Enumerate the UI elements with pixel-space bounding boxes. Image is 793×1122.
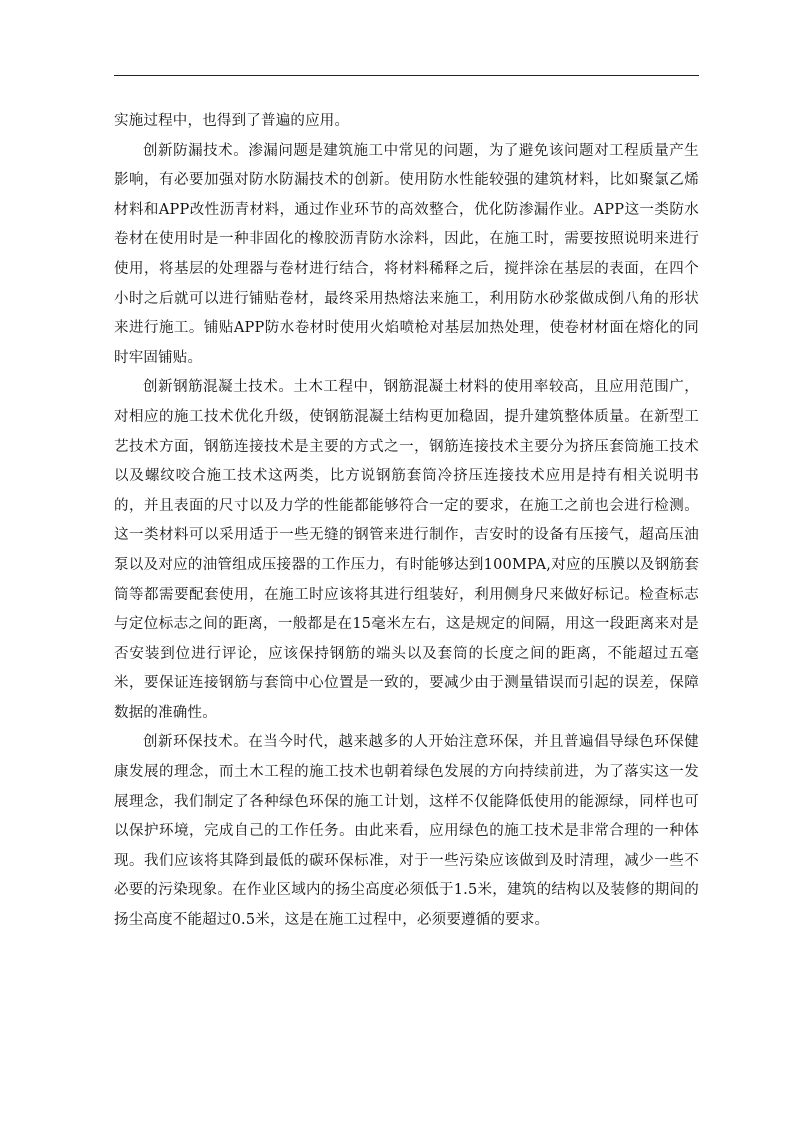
paragraph-environmental: 创新环保技术。在当今时代，越来越多的人开始注意环保，并且普遍倡导绿色环保健康发展的理念，而土木工程的施工技术也朝着绿色发展的方向持续前进，为了落实这一发展理念，我们制定了各种绿色环保的施工计划，这样不仅能降低使用的能源绿，同样也可以保护环境，完成自己的工作任务。由此来看，应用绿色的施工技术是非常合理的一种体现。我们应该将其降到最低的碳环保标准，对于一些污染应该做到及时清理，减少一些不必要的污染现象。在作业区域内的扬尘高度必须低于1.5米，建筑的结构以及装修的期间的扬尘高度不能超过0.5米，这是在施工过程中，必须要遵循的要求。 <box>114 734 699 929</box>
paragraph-reinforced-concrete: 创新钢筋混凝土技术。土木工程中，钢筋混凝土材料的使用率较高，且应用范围广，对相应的施工技术优化升级，使钢筋混凝土结构更加稳固，提升建筑整体质量。在新型工艺技术方面，钢筋连接技术是主要的方式之一，钢筋连接技术主要分为挤压套筒施工技术以及螺纹咬合施工技术这两类，比方说钢筋套筒冷挤压连接技术应用是持有相关说明书的，并且表面的尺寸以及力学的性能都能够符合一定的要求，在施工之前也会进行检测。这一类材料可以采用适于一些无缝的钢管来进行制作，吉安时的设备有压接气，超高压油泵以及对应的油管组成压接器的工作压力，有时能够达到100MPA,对应的压膜以及钢筋套筒等都需要配套使用，在施工时应该将其进行组装好，利用侧身尺来做好标记。检查标志与定位标志之间的距离，一般都是在15毫米左右，这是规定的间隔，用这一段距离来对是否安装到位进行评论，应该保持钢筋的端头以及套筒的长度之间的距离，不能超过五毫米，要保证连接钢筋与套筒中心位置是一致的，要减少由于测量错误而引起的误差，保障数据的准确性。 <box>114 379 699 721</box>
document-body <box>114 107 699 936</box>
paragraph-waterproofing: 创新防漏技术。渗漏问题是建筑施工中常见的问题，为了避免该问题对工程质量产生影响，有必要加强对防水防漏技术的创新。使用防水性能较强的建筑材料，比如聚氯乙烯材料和APP改性沥青材料，通过作业环节的高效整合，优化防渗漏作业。APP这一类防水卷材在使用时是一种非固化的橡胶沥青防水涂料，因此，在施工时，需要按照说明来进行使用，将基层的处理器与卷材进行结合，将材料稀释之后，搅拌涂在基层的表面，在四个小时之后就可以进行铺贴卷材，最终采用热熔法来施工，利用防水砂浆做成倒八角的形状来进行施工。铺贴APP防水卷材时使用火焰喷枪对基层加热处理，使卷材材面在熔化的同时牢固铺贴。 <box>114 142 699 366</box>
header-divider <box>114 75 699 76</box>
paragraph-continuation: 实施过程中，也得到了普遍的应用。 <box>114 113 350 129</box>
